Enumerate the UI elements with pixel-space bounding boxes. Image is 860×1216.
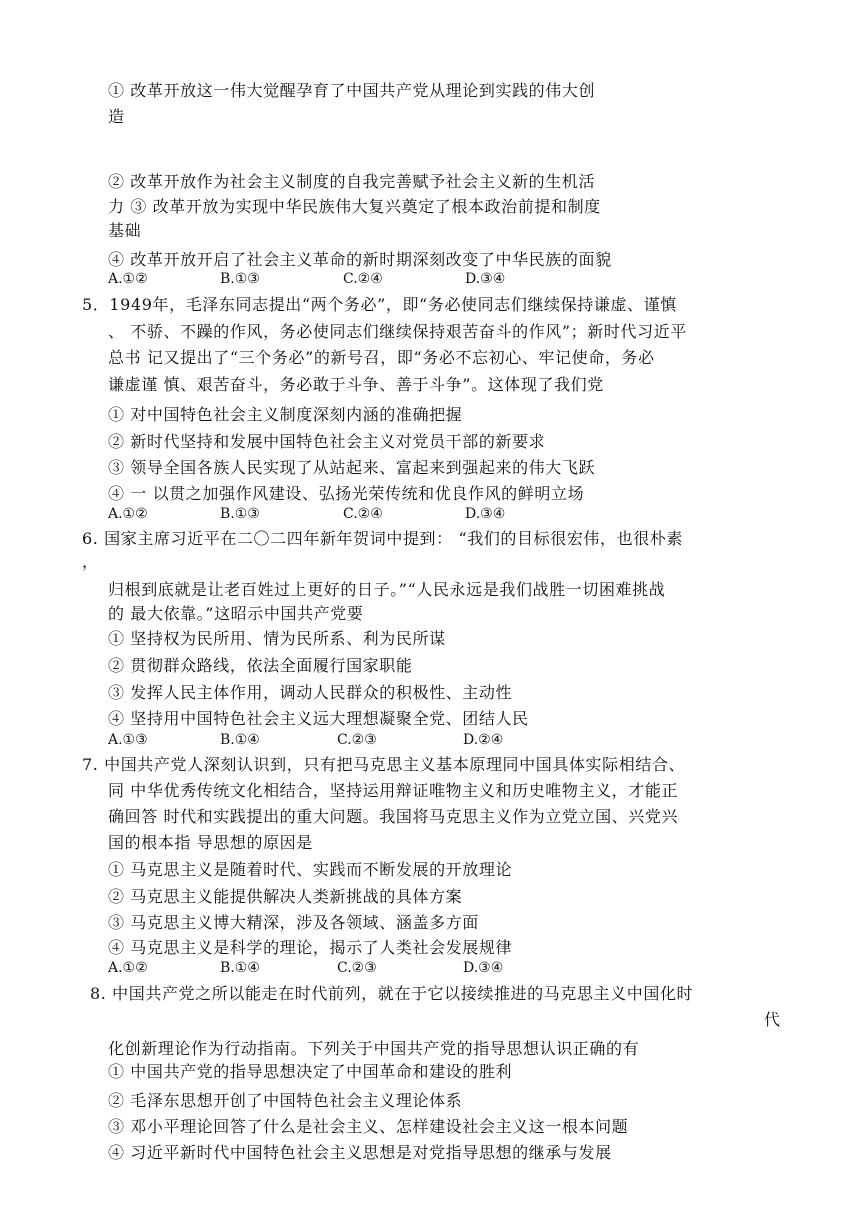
q7-stem-line-4: 国的根本指 导思想的原因是 xyxy=(108,833,313,852)
q8-statement-3: ③ 邓小平理论回答了什么是社会主义、怎样建设社会主义这一根本问题 xyxy=(108,1117,629,1136)
q5-stem-line-3: 总书 记又提出了“三个务必”的新号召，即“务必不忘初心、牢记使命，务必 xyxy=(108,348,655,367)
q4-option-d[interactable]: D.③④ xyxy=(465,271,506,287)
q6-stem-line-3: 的 最大依靠。”这昭示中国共产党要 xyxy=(108,604,364,623)
q7-stem-line-1: 7. 中国共产党人深刻认识到，只有把马克思主义基本原理同中国具体实际相结合、 xyxy=(82,755,686,774)
q5-statement-4: ④ 一 以贯之加强作风建设、弘扬光荣传统和优良作风的鲜明立场 xyxy=(108,484,585,503)
q6-statement-3: ③ 发挥人民主体作用，调动人民群众的积极性、主动性 xyxy=(108,683,513,702)
q5-option-b[interactable]: B.①③ xyxy=(220,506,260,522)
q7-option-a[interactable]: A.①② xyxy=(108,960,148,976)
q5-option-d[interactable]: D.③④ xyxy=(465,506,506,522)
q4-option-a[interactable]: A.①② xyxy=(108,271,148,287)
q6-option-b[interactable]: B.①④ xyxy=(220,732,260,748)
q6-option-d[interactable]: D.②④ xyxy=(463,732,504,748)
q5-statement-1: ① 对中国特色社会主义制度深刻内涵的准确把握 xyxy=(108,405,463,424)
q6-option-c[interactable]: C.②③ xyxy=(337,732,377,748)
q7-option-b[interactable]: B.①④ xyxy=(220,960,260,976)
q4-statement-1: ① 改革开放这一伟大觉醒孕育了中国共产党从理论到实践的伟大创 xyxy=(108,81,596,100)
q7-option-d[interactable]: D.③④ xyxy=(463,960,504,976)
q4-statement-2-3: 力 ③ 改革开放为实现中华民族伟大复兴奠定了根本政治前提和制度 xyxy=(108,197,601,216)
q8-stem-line-1: 8. 中国共产党之所以能走在时代前列，就在于它以接续推进的马克思主义中国化时 xyxy=(90,984,694,1003)
q8-stem-line-2: 化创新理论作为行动指南。下列关于中国共产党的指导思想认识正确的有 xyxy=(108,1039,640,1058)
q5-statement-2: ② 新时代坚持和发展中国特色社会主义对党员干部的新要求 xyxy=(108,432,546,451)
q4-option-c[interactable]: C.②④ xyxy=(343,271,383,287)
q5-stem-line-1: 5．1949年，毛泽东同志提出“两个务必”，即“务必使同志们继续保持谦虚、谨慎 xyxy=(82,295,677,314)
q7-statement-2: ② 马克思主义能提供解决人类新挑战的具体方案 xyxy=(108,887,463,906)
q7-statement-3: ③ 马克思主义博大精深，涉及各领域、涵盖多方面 xyxy=(108,913,479,932)
q4-statement-1-cont: 造 xyxy=(108,107,125,126)
q6-statement-2: ② 贯彻群众路线，依法全面履行国家职能 xyxy=(108,656,413,675)
q6-statement-1: ① 坚持权为民所用、情为民所系、利为民所谋 xyxy=(108,629,446,648)
q8-stem-line-1-tail: 代 xyxy=(764,1010,781,1029)
q5-option-a[interactable]: A.①② xyxy=(108,506,148,522)
q6-statement-4: ④ 坚持用中国特色社会主义远大理想凝聚全党、团结人民 xyxy=(108,709,529,728)
q7-stem-line-3: 确回答 时代和实践提出的重大问题。我国将马克思主义作为立党立国、兴党兴 xyxy=(108,807,679,826)
q4-statement-4: ④ 改革开放开启了社会主义革命的新时期深刻改变了中华民族的面貌 xyxy=(108,250,612,269)
q8-statement-1: ① 中国共产党的指导思想决定了中国革命和建设的胜利 xyxy=(108,1062,513,1081)
q5-option-c[interactable]: C.②④ xyxy=(343,506,383,522)
q8-statement-2: ② 毛泽东思想开创了中国特色社会主义理论体系 xyxy=(108,1091,463,1110)
q7-option-c[interactable]: C.②③ xyxy=(337,960,377,976)
q7-stem-line-2: 同 中华优秀传统文化相结合，坚持运用辩证唯物主义和历史唯物主义，才能正 xyxy=(108,781,679,800)
q4-option-b[interactable]: B.①③ xyxy=(220,271,260,287)
q5-stem-line-4: 谦虚谨 慎、艰苦奋斗，务必敢于斗争、善于斗争”。这体现了我们党 xyxy=(108,375,604,394)
q6-stem-line-2: 归根到底就是让老百姓过上更好的日子。”“人民永远是我们战胜一切困难挑战 xyxy=(108,580,666,599)
q5-stem-line-2: 、 不骄、不躁的作风，务必使同志们继续保持艰苦奋斗的作风”；新时代习近平 xyxy=(108,322,687,341)
q6-stem-line-1: 6. 国家主席习近平在二〇二四年新年贺词中提到： “我们的目标很宏伟，也很朴素 xyxy=(82,529,684,548)
q4-statement-2: ② 改革开放作为社会主义制度的自我完善赋予社会主义新的生机活 xyxy=(108,172,596,191)
q8-statement-4: ④ 习近平新时代中国特色社会主义思想是对党指导思想的继承与发展 xyxy=(108,1143,612,1162)
q5-statement-3: ③ 领导全国各族人民实现了从站起来、富起来到强起来的伟大飞跃 xyxy=(108,458,596,477)
q6-stem-line-1-tail: ， xyxy=(82,552,99,571)
q7-statement-1: ① 马克思主义是随着时代、实践而不断发展的开放理论 xyxy=(108,860,513,879)
q6-option-a[interactable]: A.①③ xyxy=(108,732,148,748)
q4-statement-3-cont: 基础 xyxy=(108,221,142,240)
q7-statement-4: ④ 马克思主义是科学的理论，揭示了人类社会发展规律 xyxy=(108,938,513,957)
